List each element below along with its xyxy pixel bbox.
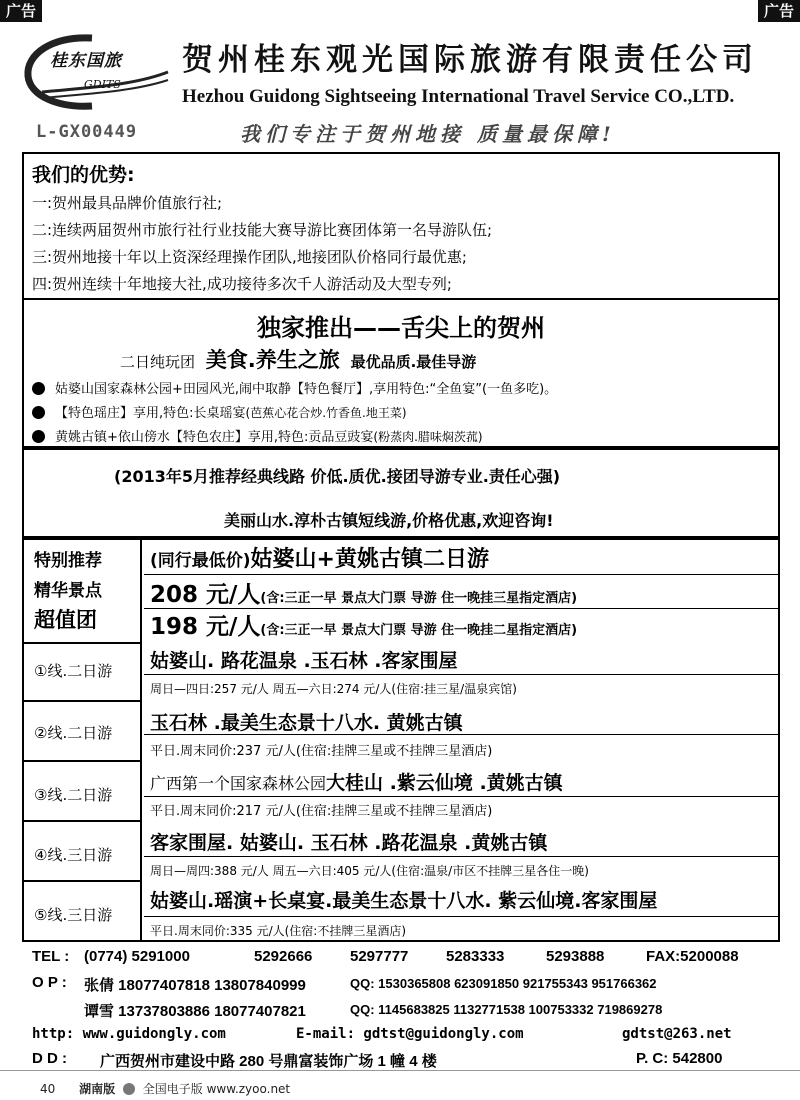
bullet-icon bbox=[32, 406, 45, 419]
license-number: L-GX00449 bbox=[36, 122, 138, 142]
featured-label: 特别推荐 bbox=[34, 551, 102, 571]
promo-sub-post: 最优品质.最佳导游 bbox=[350, 353, 477, 371]
ad-tag-left: 广告 bbox=[0, 0, 42, 22]
route-labels-column bbox=[24, 540, 142, 940]
contact-block bbox=[22, 942, 780, 1070]
row-divider bbox=[24, 880, 140, 882]
advantage-item: 四:贺州连续十年地接大社,成功接待多次千人游活动及大型专列; bbox=[32, 275, 452, 293]
featured-label: 精华景点 bbox=[34, 581, 102, 601]
route-title: 客家围屋. 姑婆山. 玉石林 .路花温泉 .黄姚古镇 bbox=[150, 832, 548, 854]
globe-icon bbox=[123, 1083, 135, 1095]
row-divider bbox=[144, 674, 780, 675]
promo-sub-main: 美食.养生之旅 bbox=[205, 348, 340, 372]
classic-line-1: (2013年5月推荐经典线路 价低.质优.接团导游专业.责任心强) bbox=[114, 467, 561, 486]
dd-label: D D : bbox=[32, 1050, 67, 1067]
tel-number: 5283333 bbox=[446, 948, 505, 965]
row-divider bbox=[24, 820, 140, 822]
tel-number: 5293888 bbox=[546, 948, 605, 965]
price-row bbox=[150, 608, 577, 641]
advantage-item: 二:连续两届贺州市旅行社行业技能大赛导游比赛团体第一名导游队伍; bbox=[32, 221, 493, 239]
site-link[interactable]: 全国电子版 www.zyoo.net bbox=[142, 1082, 291, 1096]
route-info: 平日.周末同价:237 元/人(住宿:挂牌三星或不挂牌三星酒店) bbox=[150, 744, 493, 759]
website-link[interactable]: http: www.guidongly.com bbox=[32, 1026, 226, 1042]
footer-divider bbox=[0, 1070, 800, 1071]
promo-subtitle bbox=[120, 344, 476, 374]
company-logo bbox=[22, 32, 172, 112]
route-label: ③线.二日游 bbox=[34, 786, 113, 804]
postcode: P. C: 542800 bbox=[636, 1050, 723, 1067]
operator-2: 谭雪 13737803886 18077407821 bbox=[84, 1003, 306, 1020]
route-title: 姑婆山. 路花温泉 .玉石林 .客家围屋 bbox=[150, 650, 458, 672]
bullet-icon bbox=[32, 430, 45, 443]
route-info: 平日.周末同价:335 元/人(住宿:不挂牌三星酒店) bbox=[150, 924, 407, 938]
address: 广西贺州市建设中路 280 号鼎富装饰广场 1 幢 4 楼 bbox=[100, 1053, 437, 1070]
row-divider bbox=[144, 796, 780, 797]
tel-label: TEL : bbox=[32, 948, 70, 965]
route-title bbox=[150, 768, 563, 795]
email-link[interactable]: E-mail: gdtst@guidongly.com bbox=[296, 1026, 524, 1042]
route-info: 平日.周末同价:217 元/人(住宿:挂牌三星或不挂牌三星酒店) bbox=[150, 804, 493, 819]
featured-head-main: 姑婆山+黄姚古镇二日游 bbox=[250, 547, 489, 572]
tel-number: 5292666 bbox=[254, 948, 313, 965]
featured-label: 超值团 bbox=[34, 608, 97, 632]
bullet-icon bbox=[32, 382, 45, 395]
logo-text: 桂东国旅 bbox=[50, 51, 122, 71]
row-divider bbox=[24, 642, 140, 644]
promo-row-note: (粉蒸肉.腊味焖茨菰) bbox=[373, 430, 483, 444]
fax-number: FAX:5200088 bbox=[646, 948, 739, 965]
route-label: ②线.二日游 bbox=[34, 724, 113, 742]
route-label: ①线.二日游 bbox=[34, 662, 113, 680]
price-value: 208 元/人 bbox=[150, 582, 261, 608]
route-title: 玉石林 .最美生态景十八水. 黄姚古镇 bbox=[150, 712, 463, 734]
promo-title: 独家推出——舌尖上的贺州 bbox=[257, 314, 545, 342]
promo-row bbox=[32, 426, 483, 445]
edition-label: 湖南版 bbox=[79, 1082, 116, 1096]
routes-table bbox=[22, 538, 780, 942]
promo-row-note: (芭蕉心花合炒.竹香鱼.地王菜) bbox=[245, 406, 407, 420]
promo-row-text: 姑婆山国家森林公园+田园风光,闹中取静【特色餐厅】,享用特色:“全鱼宴”(一鱼多吃)。 bbox=[55, 382, 558, 397]
company-header bbox=[10, 24, 790, 150]
route-title-main: 大桂山 .紫云仙境 .黄姚古镇 bbox=[326, 772, 563, 794]
advantage-item: 三:贺州地接十年以上资深经理操作团队,地接团队价格同行最优惠; bbox=[32, 248, 467, 266]
operator-2-qq: QQ: 1145683825 1132771538 100753332 719869278 bbox=[350, 1002, 663, 1017]
route-info: 周日—四日:257 元/人 周五—六日:274 元/人(住宿:挂三星/温泉宾馆) bbox=[150, 682, 517, 696]
promo-row-text: 黄姚古镇+依山傍水【特色农庄】享用,特色:贡品豆豉宴 bbox=[55, 430, 374, 445]
row-divider bbox=[24, 760, 140, 762]
classic-routes-box bbox=[22, 448, 780, 538]
page-number: 40 bbox=[40, 1082, 56, 1096]
row-divider bbox=[144, 734, 780, 735]
slogan: 我们专注于贺州地接 质量最保障! bbox=[240, 122, 616, 146]
logo-sub: GDITS bbox=[84, 78, 121, 91]
advantage-item: 一:贺州最具品牌价值旅行社; bbox=[32, 194, 223, 212]
company-name-en: Hezhou Guidong Sightseeing International Travel Service CO.,LTD. bbox=[182, 86, 735, 107]
promo-box bbox=[22, 300, 780, 448]
promo-row bbox=[32, 378, 557, 397]
featured-head-paren: (同行最低价) bbox=[150, 551, 251, 571]
operator-1-qq: QQ: 1530365808 623091850 921755343 951766362 bbox=[350, 976, 657, 991]
route-title: 姑婆山.瑶演+长桌宴.最美生态景十八水. 紫云仙境.客家围屋 bbox=[150, 890, 658, 912]
route-label: ④线.三日游 bbox=[34, 846, 113, 864]
price-note: (含:三正一早 景点大门票 导游 住一晚挂二星指定酒店) bbox=[260, 623, 578, 638]
advantages-box bbox=[22, 152, 780, 300]
route-info: 周日—周四:388 元/人 周五—六日:405 元/人(住宿:温泉/市区不挂牌三星各住一晚) bbox=[150, 864, 589, 878]
advantages-title: 我们的优势: bbox=[32, 164, 135, 186]
row-divider bbox=[144, 856, 780, 857]
route-label: ⑤线.三日游 bbox=[34, 906, 113, 924]
email-link-2[interactable]: gdtst@263.net bbox=[622, 1026, 732, 1042]
row-divider bbox=[144, 574, 780, 575]
promo-row bbox=[32, 402, 407, 421]
route-title-pre: 广西第一个国家森林公园 bbox=[150, 774, 327, 793]
tel-number: 5297777 bbox=[350, 948, 409, 965]
promo-sub-pre: 二日纯玩团 bbox=[120, 353, 196, 371]
price-row bbox=[150, 576, 577, 609]
tel-number: (0774) 5291000 bbox=[84, 948, 190, 965]
row-divider bbox=[24, 700, 140, 702]
route-details-column bbox=[144, 540, 780, 940]
op-label: O P : bbox=[32, 974, 67, 991]
ad-tag-right: 广告 bbox=[758, 0, 800, 22]
classic-line-2: 美丽山水.淳朴古镇短线游,价格优惠,欢迎咨询! bbox=[224, 511, 554, 530]
price-note: (含:三正一早 景点大门票 导游 住一晚挂三星指定酒店) bbox=[260, 591, 578, 606]
featured-headline bbox=[150, 542, 489, 573]
price-value: 198 元/人 bbox=[150, 614, 261, 640]
operator-1: 张倩 18077407818 13807840999 bbox=[84, 977, 306, 994]
promo-row-text: 【特色瑶庄】享用,特色:长桌瑶宴 bbox=[55, 406, 246, 421]
row-divider bbox=[144, 916, 780, 917]
page-footer bbox=[40, 1080, 290, 1097]
company-name-cn: 贺州桂东观光国际旅游有限责任公司 bbox=[182, 42, 758, 78]
